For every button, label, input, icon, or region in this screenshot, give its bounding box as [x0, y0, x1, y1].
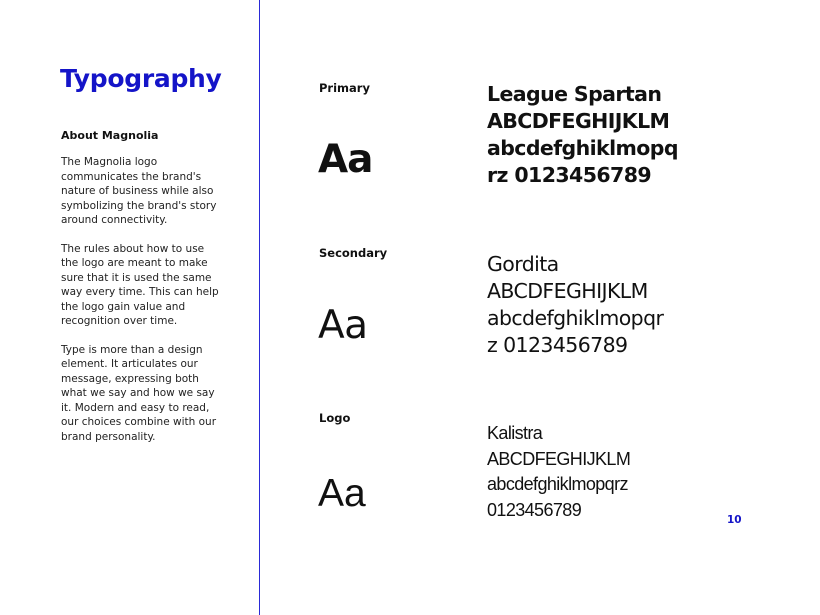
page-title: Typography [60, 64, 222, 93]
about-heading: About Magnolia [61, 129, 159, 142]
font-lowercase-logo: abcdefghiklmopqrz [487, 474, 628, 494]
font-name-secondary: Gordita [487, 252, 559, 276]
page-number: 10 [727, 514, 742, 526]
font-label-primary: Primary [319, 81, 370, 95]
font-spec-secondary [487, 251, 663, 359]
font-name-logo: Kalistra [487, 423, 543, 443]
font-label-logo: Logo [319, 411, 351, 425]
font-spec-primary [487, 81, 678, 189]
font-sample-secondary: Aa [318, 303, 368, 348]
font-lowercase-secondary: abcdefghiklmopqr [487, 306, 664, 330]
font-uppercase-primary: ABCDFEGHIJKLM [487, 109, 670, 133]
about-paragraph: Type is more than a design element. It articulates our message, expressing both what we say and how we say it. Modern and easy to read, our choices combine with our brand personality. [61, 343, 217, 443]
font-digits-logo: 0123456789 [487, 499, 582, 520]
column-divider [259, 0, 260, 615]
font-lowercase-primary: abcdefghiklmopq [487, 136, 678, 160]
font-name-primary: League Spartan [487, 82, 662, 106]
font-sample-logo: Aa [318, 472, 366, 515]
font-digits-secondary: z 0123456789 [487, 333, 628, 357]
font-uppercase-logo: ABCDFEGHIJKLM [487, 448, 631, 469]
font-sample-primary: Aa [318, 137, 373, 182]
font-digits-primary: rz 0123456789 [487, 163, 652, 187]
font-label-secondary: Secondary [319, 246, 388, 260]
about-paragraph: The Magnolia logo communicates the brand's nature of business while also symbolizing the brand's story around connectivity. [61, 156, 217, 226]
about-body [61, 155, 221, 458]
font-uppercase-secondary: ABCDFEGHIJKLM [487, 279, 648, 303]
font-spec-logo [487, 421, 630, 523]
about-paragraph: The rules about how to use the logo are meant to make sure that it is used the same way every time. This can help the logo gain value and recognition over time. [61, 242, 219, 327]
